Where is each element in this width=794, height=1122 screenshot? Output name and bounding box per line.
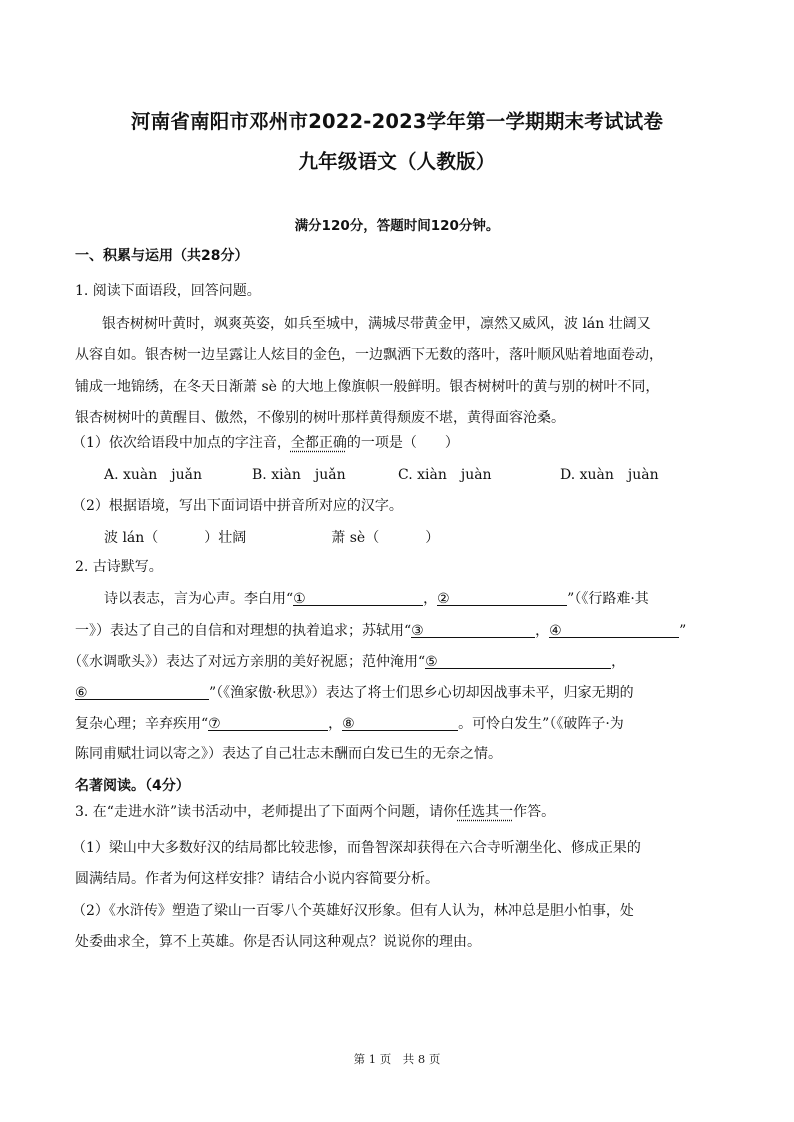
- q1-passage-line: 铺成一地锦绣，在冬天日渐萧 sè 的大地上像旗帜一般鲜明。银杏树树叶的黄与别的树叶不同，: [75, 379, 660, 395]
- option-c[interactable]: C. xiàn juàn: [398, 467, 492, 483]
- q1-passage-line: 银杏树树叶黄时，飒爽英姿，如兵至城中，满城尽带黄金甲，凛然又威风，波 lán 壮阔又: [102, 316, 651, 332]
- blank-marker: ⑦: [208, 716, 221, 732]
- option-b[interactable]: B. xiàn juǎn: [252, 467, 346, 483]
- option-a[interactable]: A. xuàn juǎn: [104, 467, 203, 483]
- page-footer: 第 1 页 共 8 页: [353, 1052, 441, 1066]
- q3-prompt-text: 3. 在“走进水浒”读书活动中，老师提出了下面两个问题，请你: [75, 804, 458, 820]
- q2-prompt: 2. 古诗默写。: [75, 559, 163, 575]
- q3-prompt-tail: 作答。: [513, 804, 556, 820]
- q1-sub2-items: [104, 528, 754, 548]
- q1-passage-line: 从容自如。银杏树一边呈露让人炫目的金色，一边飘洒下无数的落叶，落叶顺风贴着地面卷动，: [75, 347, 663, 363]
- q1-sub2-item2-post: ）: [425, 530, 440, 546]
- q1-sub2-item1-pre: 波 lán（: [104, 530, 159, 546]
- blank-marker: ⑧: [342, 716, 355, 732]
- q3-sub2-line: 处委曲求全，算不上英雄。你是否认同这种观点？说说你的理由。: [75, 934, 481, 950]
- q1-sub1-options: [104, 465, 754, 485]
- blank-1[interactable]: [293, 589, 423, 606]
- option-d[interactable]: D. xuàn juàn: [560, 467, 659, 483]
- q3-sub1-line: 圆满结局。作者为何这样安排？请结合小说内容简要分析。: [75, 871, 439, 887]
- q2-comma: ，: [611, 654, 626, 670]
- section2-heading: 名著阅读。（4分）: [75, 778, 190, 794]
- q2-line3: [68, 652, 718, 672]
- q2-comma: ，: [328, 716, 343, 732]
- q2-line4: [75, 683, 725, 703]
- q1-sub1-tail: 的一项是（ ）: [346, 435, 459, 451]
- q2-line6: 陈同甫赋壮词以寄之》）表达了自己壮志未酬而白发已生的无奈之情。: [75, 746, 502, 762]
- blank-marker: ②: [437, 591, 450, 607]
- blank-7[interactable]: [208, 714, 328, 731]
- q2-text: 诗以表志，言为心声。李白用“: [104, 591, 294, 607]
- q2-text: （《水调歌头》）表达了对远方亲朋的美好祝愿；范仲淹用“: [68, 654, 426, 670]
- q3-sub1-line: （1）梁山中大多数好汉的结局都比较悲惨，而鲁智深却获得在六合寺听潮坐化、修成正果的: [72, 840, 641, 856]
- q2-text: 。可怜白发生”（《破阵子·为: [458, 716, 624, 732]
- q1-sub1: [72, 433, 722, 453]
- q1-sub2-item2-pre: 萧 sè（: [331, 530, 380, 546]
- q1-sub2-prompt: （2）根据语境，写出下面词语中拼音所对应的汉字。: [72, 498, 403, 514]
- q3-sub2-line: （2）《水浒传》塑造了梁山一百零八个英雄好汉形象。但有人认为，林冲总是胆小怕事，处: [72, 903, 634, 919]
- q2-line5: [75, 714, 725, 734]
- q1-sub2-item1-post: ）壮阔: [204, 530, 247, 546]
- blank-4[interactable]: [549, 621, 679, 638]
- q3-prompt: [75, 802, 725, 822]
- q2-text: 复杂心理；辛弃疾用“: [75, 716, 209, 732]
- blank-6[interactable]: [75, 683, 209, 700]
- section1-heading: 一、积累与运用（共28分）: [75, 248, 249, 264]
- q1-sub1-label: （1）依次给语段中加点的字注音，: [72, 435, 291, 451]
- blank-marker: ④: [549, 623, 562, 639]
- q2-text: ”（《渔家傲·秋思》）表达了将士们思乡心切却因战事未平，归家无期的: [209, 685, 634, 701]
- blank-marker: ③: [411, 623, 424, 639]
- q1-passage-line: 银杏树树叶的黄醒目、傲然，不像别的树叶那样黄得颓废不堪，黄得面容沧桑。: [75, 410, 565, 426]
- blank-marker: ⑥: [75, 685, 88, 701]
- q2-text: ”（《行路难·其: [567, 591, 649, 607]
- q2-line1: [104, 589, 725, 609]
- exam-subject-title: 九年级语文（人教版）: [298, 150, 496, 173]
- exam-score-time: 满分120分，答题时间120分钟。: [294, 218, 500, 234]
- blank-5[interactable]: [425, 652, 611, 669]
- blank-8[interactable]: [342, 714, 458, 731]
- blank-marker: ⑤: [425, 654, 438, 670]
- blank-3[interactable]: [411, 621, 535, 638]
- q2-comma: ，: [535, 623, 550, 639]
- q2-comma: ，: [423, 591, 438, 607]
- blank-marker: ①: [293, 591, 306, 607]
- q1-prompt: 1. 阅读下面语段，回答问题。: [75, 283, 261, 299]
- q2-quote: ”: [679, 623, 687, 639]
- q2-line2: [75, 621, 725, 641]
- blank-2[interactable]: [437, 589, 567, 606]
- q3-prompt-emphasis: 任选其一: [457, 804, 514, 820]
- exam-title: 河南省南阳市邓州市2022-2023学年第一学期期末考试试卷: [130, 110, 664, 133]
- q1-sub1-emphasis: 全都正确: [290, 435, 347, 451]
- q2-text: 一》）表达了自己的自信和对理想的执着追求；苏轼用“: [75, 623, 412, 639]
